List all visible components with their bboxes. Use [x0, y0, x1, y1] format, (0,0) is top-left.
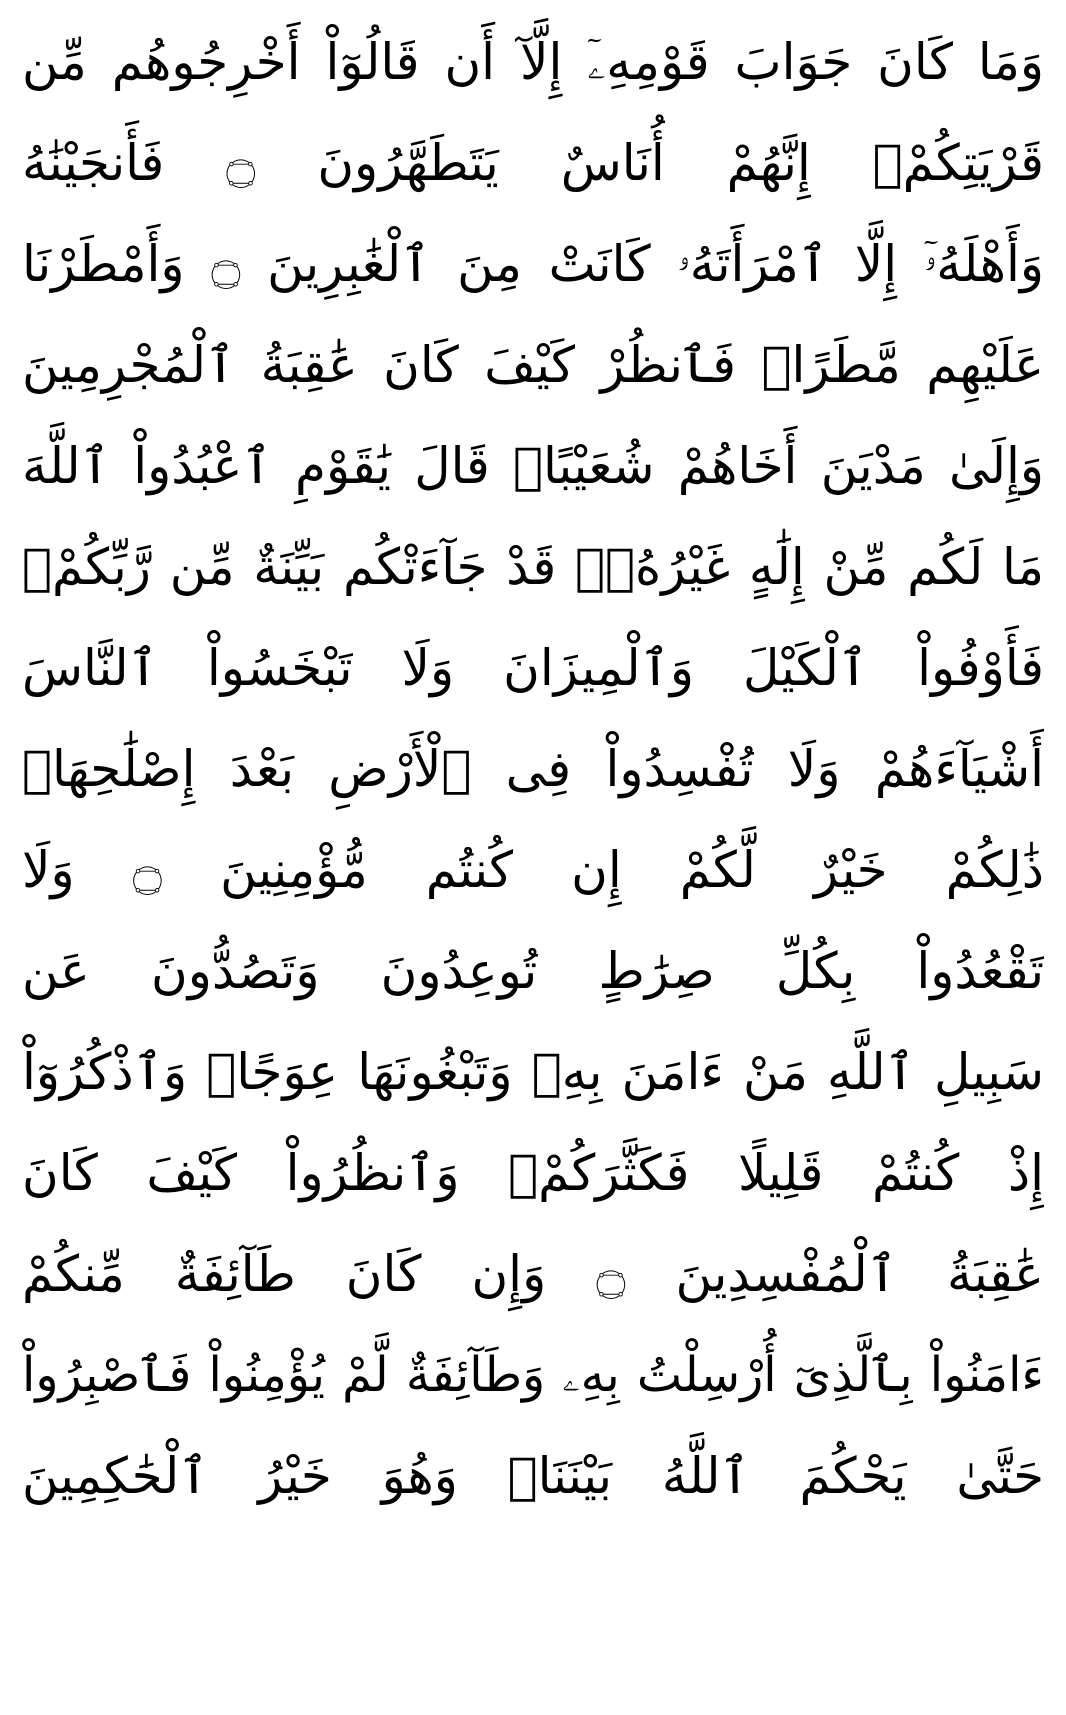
verse-line-3: وَأَهْلَهُۥٓ إِلَّا ٱمْرَأَتَهُۥ كَانَتْ مِنَ ٱلْغَٰبِرِينَ ۝ وَأَمْطَرْنَا	[22, 235, 1044, 293]
verse-line-12: إِذْ كُنتُمْ قَلِيلًا فَكَثَّرَكُمْۖ وَٱنظُرُواْ كَيْفَ كَانَ	[22, 1144, 1044, 1202]
verse-line-4: عَلَيْهِم مَّطَرًاۖ فَٱنظُرْ كَيْفَ كَانَ عَٰقِبَةُ ٱلْمُجْرِمِينَ	[22, 336, 1044, 394]
verse-line-10: تَقْعُدُواْ بِكُلِّ صِرَٰطٍ تُوعِدُونَ وَتَصُدُّونَ عَن	[22, 942, 1044, 1000]
verse-line-9: ذَٰلِكُمْ خَيْرٌ لَّكُمْ إِن كُنتُم مُّؤْمِنِينَ ۝ وَلَا	[22, 841, 1044, 899]
verse-line-11: سَبِيلِ ٱللَّهِ مَنْ ءَامَنَ بِهِۦ وَتَبْغُونَهَا عِوَجًاۚ وَٱذْكُرُوٓاْ	[22, 1043, 1044, 1101]
verse-line-15: حَتَّىٰ يَحْكُمَ ٱللَّهُ بَيْنَنَاۚ وَهُوَ خَيْرُ ٱلْحَٰكِمِينَ	[22, 1447, 1044, 1505]
verse-line-6: مَا لَكُم مِّنْ إِلَٰهٍ غَيْرُهُۥۖ قَدْ جَآءَتْكُم بَيِّنَةٌ مِّن رَّبِّكُمْۖ	[22, 538, 1044, 596]
verse-line-2: قَرْيَتِكُمْۖ إِنَّهُمْ أُنَاسٌ يَتَطَهَّرُونَ ۝ فَأَنجَيْنَٰهُ	[22, 134, 1044, 192]
verse-line-1: وَمَا كَانَ جَوَابَ قَوْمِهِۦٓ إِلَّآ أَن قَالُوٓاْ أَخْرِجُوهُم مِّن	[22, 33, 1044, 91]
verse-line-7: فَأَوْفُواْ ٱلْكَيْلَ وَٱلْمِيزَانَ وَلَا تَبْخَسُواْ ٱلنَّاسَ	[22, 639, 1044, 697]
verse-line-8: أَشْيَآءَهُمْ وَلَا تُفْسِدُواْ فِى ٱلْأَرْضِ بَعْدَ إِصْلَٰحِهَاۚ	[22, 740, 1044, 798]
verse-line-5: وَإِلَىٰ مَدْيَنَ أَخَاهُمْ شُعَيْبًاۗ قَالَ يَٰقَوْمِ ٱعْبُدُواْ ٱللَّهَ	[22, 437, 1044, 495]
verse-line-13: عَٰقِبَةُ ٱلْمُفْسِدِينَ ۝ وَإِن كَانَ طَآئِفَةٌ مِّنكُمْ	[22, 1245, 1044, 1303]
verse-line-14: ءَامَنُواْ بِٱلَّذِىٓ أُرْسِلْتُ بِهِۦ وَطَآئِفَةٌ لَّمْ يُؤْمِنُواْ فَٱصْبِرُواْ	[22, 1347, 1044, 1403]
